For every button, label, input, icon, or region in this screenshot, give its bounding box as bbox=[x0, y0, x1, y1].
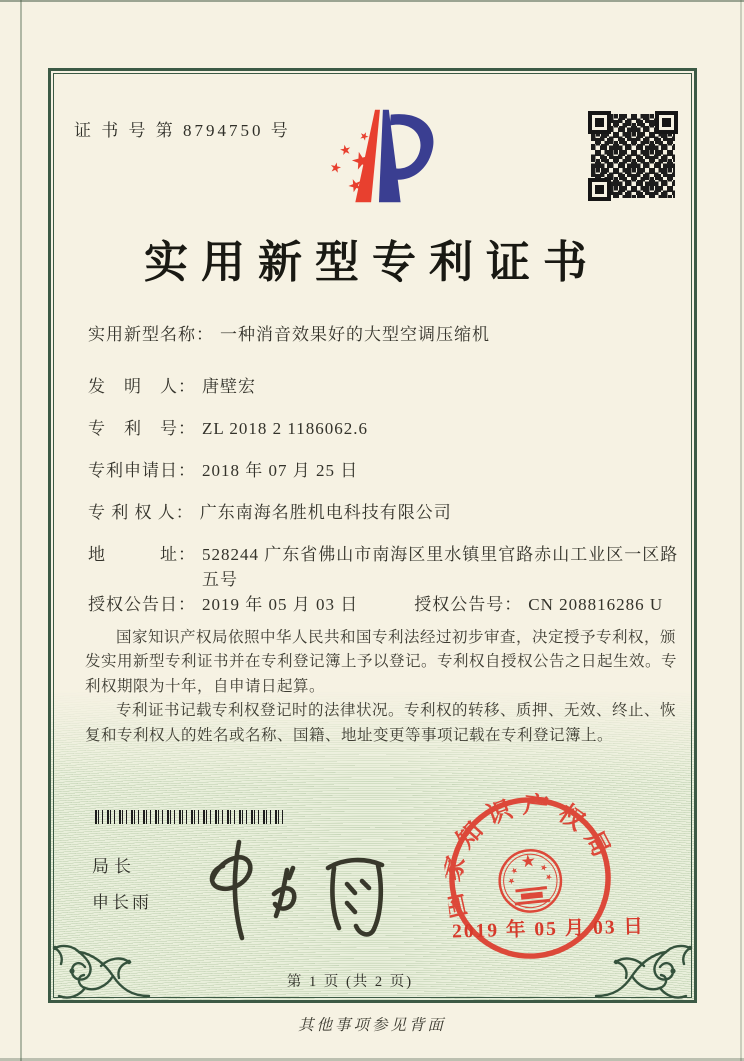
field-value: 2018 年 07 月 25 日 bbox=[202, 461, 359, 480]
field-value: ZL 2018 2 1186062.6 bbox=[202, 419, 369, 438]
field-label: 发 明 人： bbox=[88, 377, 196, 396]
qr-finder-icon bbox=[588, 178, 611, 201]
scan-edge-right bbox=[740, 0, 742, 1061]
seal-date: 2019 年 05 月 03 日 bbox=[451, 916, 646, 943]
field-row-grant bbox=[88, 592, 663, 617]
field-value: 广东南海名胜机电科技有限公司 bbox=[199, 503, 452, 522]
certificate-title: 实用新型专利证书 bbox=[144, 238, 600, 287]
field-value: CN 208816286 U bbox=[528, 595, 664, 614]
field-value: 2019 年 05 月 03 日 bbox=[202, 595, 359, 614]
field-row-patentee bbox=[88, 500, 452, 525]
back-note: 其他事项参见背面 bbox=[297, 1017, 446, 1034]
legal-text bbox=[85, 626, 689, 748]
field-row-filing-date bbox=[88, 458, 358, 483]
qr-finder-icon bbox=[655, 111, 678, 134]
field-row-address bbox=[88, 542, 680, 592]
certificate-number: 证 书 号 第 8794750 号 bbox=[74, 121, 291, 140]
scan-edge-top bbox=[0, 0, 744, 2]
field-label: 专 利 号： bbox=[88, 419, 196, 438]
signature-icon bbox=[190, 834, 410, 946]
field-label: 地 址： bbox=[88, 545, 196, 564]
field-label: 授权公告日： bbox=[88, 595, 196, 614]
qr-code bbox=[588, 111, 678, 201]
field-label: 实用新型名称： bbox=[88, 325, 214, 344]
field-label: 专利申请日： bbox=[88, 461, 196, 480]
field-label: 专 利 权 人： bbox=[88, 503, 194, 522]
legal-paragraph-1: 国家知识产权局依照中华人民共和国专利法经过初步审查，决定授予专利权，颁发实用新型专利证书并在专利登记簿上予以登记。专利权自授权公告之日起生效。专利权期限为十年，自申请日起算。 bbox=[85, 629, 678, 695]
field-value: 唐壁宏 bbox=[202, 377, 256, 396]
qr-finder-icon bbox=[588, 111, 611, 134]
page-number: 第 1 页 (共 2 页) bbox=[286, 974, 414, 990]
svg-text:国家知识产权局: 国家知识产权局 bbox=[438, 791, 620, 921]
cnipa-logo-icon bbox=[312, 106, 440, 206]
field-label: 授权公告号： bbox=[414, 595, 523, 614]
field-row-inventor bbox=[88, 374, 256, 399]
scan-edge-left bbox=[20, 0, 22, 1061]
field-row-patent-no bbox=[88, 416, 368, 441]
field-value: 528244 广东省佛山市南海区里水镇里官路赤山工业区一区路五号 bbox=[202, 545, 679, 589]
legal-paragraph-2: 专利证书记载专利权登记时的法律状况。专利权的转移、质押、无效、终止、恢复和专利权人的姓名或名称、国籍、地址变更等事项记载在专利登记簿上。 bbox=[85, 702, 677, 744]
issuer-role: 局长 bbox=[92, 857, 136, 876]
issuer-name: 申长雨 bbox=[92, 893, 152, 912]
barcode bbox=[95, 810, 285, 824]
field-row-name bbox=[88, 322, 490, 347]
field-value: 一种消音效果好的大型空调压缩机 bbox=[220, 325, 490, 344]
